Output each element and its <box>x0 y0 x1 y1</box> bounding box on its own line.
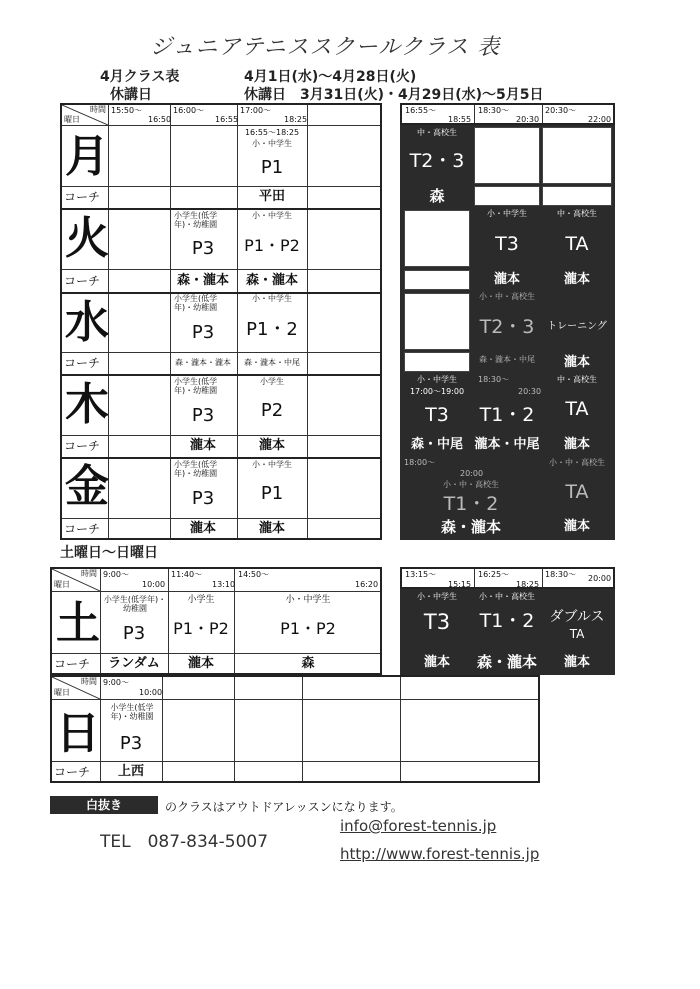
weekday-evening-table <box>400 103 615 125</box>
wed-e-audience: 小・中・高校生 <box>479 292 535 301</box>
time-end-5: 20:30 <box>516 115 540 124</box>
saturday-evening-table <box>400 567 615 589</box>
thu-f-class: TA <box>565 398 589 420</box>
time-start-1: 15:50～ <box>111 106 143 115</box>
legend-text: のクラスはアウトドアレッスンになります。 <box>165 800 403 814</box>
wed-c2-class: P3 <box>191 322 215 343</box>
thu-c2-audience: 小学生(低学年)・幼稚園 <box>174 377 218 395</box>
mon-d-coach: 森 <box>429 187 445 205</box>
thu-e-coach: 瀧本・中尾 <box>474 437 540 452</box>
sat-corner-day: 曜日 <box>54 580 70 589</box>
wed-d-coach-empty <box>404 352 470 372</box>
sat-c3-audience: 小・中学生 <box>285 595 331 605</box>
sat-c1-audience: 小学生(低学年)・幼稚園 <box>103 595 167 613</box>
sat-f-class2: TA <box>569 627 585 641</box>
tue-d-empty <box>404 210 470 267</box>
mon-c3-audience: 小・中学生 <box>252 139 292 148</box>
sun-c1-audience: 小学生(低学年)・幼稚園 <box>110 703 154 721</box>
sat-e-coach: 森・瀧本 <box>476 653 538 671</box>
fri-de-audience: 小・中・高校生 <box>443 480 499 489</box>
sat-c1-coach: ランダム <box>108 656 160 671</box>
time-start-5: 18:30～ <box>478 106 510 115</box>
weekday-schedule-table <box>60 103 382 540</box>
tue-f-audience: 中・高校生 <box>557 209 597 218</box>
tue-c2-coach: 森・瀧本 <box>176 273 230 288</box>
time-start-4: 16:55～ <box>405 106 437 115</box>
sat-time-start-2: 11:40～ <box>171 570 203 579</box>
day-thu: 木 <box>65 379 109 430</box>
sun-time-end: 10:00 <box>139 688 163 697</box>
sat-c1-class: P3 <box>122 623 146 644</box>
day-tue: 火 <box>65 213 109 264</box>
tue-f-coach: 瀧本 <box>563 272 591 287</box>
fri-c3-audience: 小・中学生 <box>252 460 292 469</box>
wed-c2-coach: 森・瀧本・瀧本 <box>175 358 231 367</box>
time-end-3: 18:25 <box>284 115 308 124</box>
coach-label-mon: コーチ <box>64 190 101 204</box>
thu-d-class: T3 <box>425 404 449 426</box>
mon-d-class: T2・3 <box>409 150 465 172</box>
wed-f-coach: 瀧本 <box>563 355 591 370</box>
tue-c3-audience: 小・中学生 <box>252 211 292 220</box>
tue-c3-coach: 森・瀧本 <box>245 273 299 288</box>
wed-c3-audience: 小・中学生 <box>252 294 292 303</box>
tue-d-coach-empty <box>404 270 470 290</box>
fri-de-class: T1・2 <box>443 493 499 515</box>
wed-c2-audience: 小学生(低学年)・幼稚園 <box>174 294 218 312</box>
sat-c3-coach: 森 <box>301 656 315 671</box>
sat-time-start-1: 9:00～ <box>103 570 129 579</box>
fri-c3-class: P1 <box>260 483 284 504</box>
fri-f-coach: 瀧本 <box>563 519 591 534</box>
thu-c2-coach: 瀧本 <box>189 438 217 453</box>
sat-c3-class: P1・P2 <box>280 619 336 638</box>
holiday-label: 休講日 <box>110 87 152 103</box>
weekend-label: 土曜日～日曜日 <box>60 545 158 561</box>
fri-c2-audience: 小学生(低学年)・幼稚園 <box>174 460 218 478</box>
time-end-6: 22:00 <box>588 115 612 124</box>
sunday-table <box>50 675 540 783</box>
page-title: ジュニアテニススクールクラス 表 <box>150 35 501 60</box>
sun-time-start: 9:00～ <box>103 678 129 687</box>
wed-c3-coach: 森・瀧本・中尾 <box>244 358 300 367</box>
sat-time-end-2: 13:10 <box>212 580 236 589</box>
sat-time-start-5: 16:25～ <box>478 570 510 579</box>
fri-f-class: TA <box>565 481 589 503</box>
coach-label-thu: コーチ <box>64 439 101 453</box>
wed-d-empty <box>404 293 470 350</box>
tel-text: TEL 087-834-5007 <box>100 832 269 852</box>
day-wed: 水 <box>65 297 109 348</box>
mon-c3-coach: 平田 <box>258 189 286 204</box>
fri-c3-coach: 瀧本 <box>258 521 286 536</box>
thu-e-class: T1・2 <box>479 404 535 426</box>
time-end-2: 16:55 <box>215 115 239 124</box>
sat-time-end-1: 10:00 <box>142 580 166 589</box>
outdoor-badge: 白抜き <box>50 796 158 814</box>
sun-corner-day: 曜日 <box>54 688 70 697</box>
wed-e-coach: 森・瀧本・中尾 <box>479 355 535 364</box>
sat-d-class: T3 <box>423 610 451 634</box>
tue-e-class: T3 <box>495 233 519 255</box>
mon-e-coach-empty <box>474 186 540 206</box>
mon-c3-time: 16:55～18:25 <box>244 128 300 137</box>
mon-d-audience: 中・高校生 <box>417 128 457 137</box>
thu-c2-class: P3 <box>191 405 215 426</box>
day-sat: 土 <box>56 598 100 649</box>
fri-de-time-start: 18:00～ <box>404 458 436 467</box>
sat-time-start-6: 18:30～ <box>545 570 577 579</box>
website-link[interactable]: http://www.forest-tennis.jp <box>340 845 540 863</box>
fri-c2-class: P3 <box>191 488 215 509</box>
mon-c3-class: P1 <box>260 157 284 178</box>
sat-e-class: T1・2 <box>479 610 535 632</box>
thu-d-coach: 森・中尾 <box>410 437 464 452</box>
fri-c2-coach: 瀧本 <box>189 521 217 536</box>
tue-c2-class: P3 <box>191 238 215 259</box>
email-link[interactable]: info@forest-tennis.jp <box>340 817 497 835</box>
tue-f-class: TA <box>565 233 589 255</box>
sun-c1-class: P3 <box>119 733 143 754</box>
sun-c1-coach: 上西 <box>117 764 145 779</box>
sat-time-end-3: 16:20 <box>355 580 379 589</box>
thu-c3-audience: 小学生 <box>260 377 284 386</box>
thu-c3-coach: 瀧本 <box>258 438 286 453</box>
thu-d-audience: 小・中学生 <box>417 375 457 384</box>
thu-c3-class: P2 <box>260 400 284 421</box>
wed-f-class: トレーニング <box>547 321 607 332</box>
sat-c2-audience: 小学生 <box>187 595 215 605</box>
time-end-4: 18:55 <box>448 115 472 124</box>
thu-e-time-start: 18:30～ <box>478 375 510 384</box>
sat-d-coach: 瀧本 <box>423 655 451 670</box>
time-start-2: 16:00～ <box>173 106 205 115</box>
fri-de-time-end: 20:00 <box>460 469 484 478</box>
sat-e-audience: 小・中・高校生 <box>479 592 535 601</box>
day-fri: 金 <box>65 461 109 512</box>
day-sun: 日 <box>56 708 100 759</box>
coach-label-tue: コーチ <box>64 274 101 288</box>
wed-e-class: T2・3 <box>479 316 535 338</box>
sat-c2-coach: 瀧本 <box>187 656 215 671</box>
time-start-6: 20:30～ <box>545 106 577 115</box>
sat-corner-time: 時間 <box>81 569 97 578</box>
sat-c2-class: P1・P2 <box>173 619 229 638</box>
fri-f-audience: 小・中・高校生 <box>549 458 605 467</box>
coach-label-sat: コーチ <box>54 657 91 671</box>
corner-day-label: 曜日 <box>64 115 80 124</box>
sat-time-end-5: 18:25 <box>516 580 540 589</box>
class-table-label: 4月クラス表 <box>100 69 180 85</box>
thu-d-time: 17:00～19:00 <box>409 387 465 396</box>
time-end-1: 16:50 <box>148 115 172 124</box>
wed-c3-class: P1・2 <box>246 319 298 340</box>
coach-label-sun: コーチ <box>54 765 91 779</box>
tue-e-coach: 瀧本 <box>493 272 521 287</box>
day-mon: 月 <box>65 131 109 182</box>
mon-f-coach-empty <box>542 186 612 206</box>
holiday-dates: 休講日 3月31日(火)・4月29日(水)～5月5日 <box>244 87 544 103</box>
sat-time-end-4: 15:15 <box>448 580 472 589</box>
mon-e-empty <box>474 127 540 184</box>
saturday-table <box>50 567 382 675</box>
corner-time-label: 時間 <box>90 105 106 114</box>
thu-e-time-end: 20:30 <box>518 387 542 396</box>
tue-e-audience: 小・中学生 <box>487 209 527 218</box>
sun-corner-time: 時間 <box>81 677 97 686</box>
fri-de-coach: 森・瀧本 <box>440 518 502 536</box>
sat-d-audience: 小・中学生 <box>417 592 457 601</box>
time-start-3: 17:00～ <box>240 106 272 115</box>
thu-f-coach: 瀧本 <box>563 437 591 452</box>
sat-time-start-4: 13:15～ <box>405 570 437 579</box>
tue-c2-audience: 小学生(低学年)・幼稚園 <box>174 211 218 229</box>
coach-label-fri: コーチ <box>64 522 101 536</box>
thu-f-audience: 中・高校生 <box>557 375 597 384</box>
sat-f-coach: 瀧本 <box>563 655 591 670</box>
sat-f-class: ダブルス <box>549 609 605 625</box>
mon-f-empty <box>542 127 612 184</box>
sat-time-start-3: 14:50～ <box>238 570 270 579</box>
sat-time-end-6: 20:00 <box>588 574 612 583</box>
period-text: 4月1日(水)～4月28日(火) <box>244 69 417 85</box>
coach-label-wed: コーチ <box>64 356 101 370</box>
tue-c3-class: P1・P2 <box>244 236 300 255</box>
